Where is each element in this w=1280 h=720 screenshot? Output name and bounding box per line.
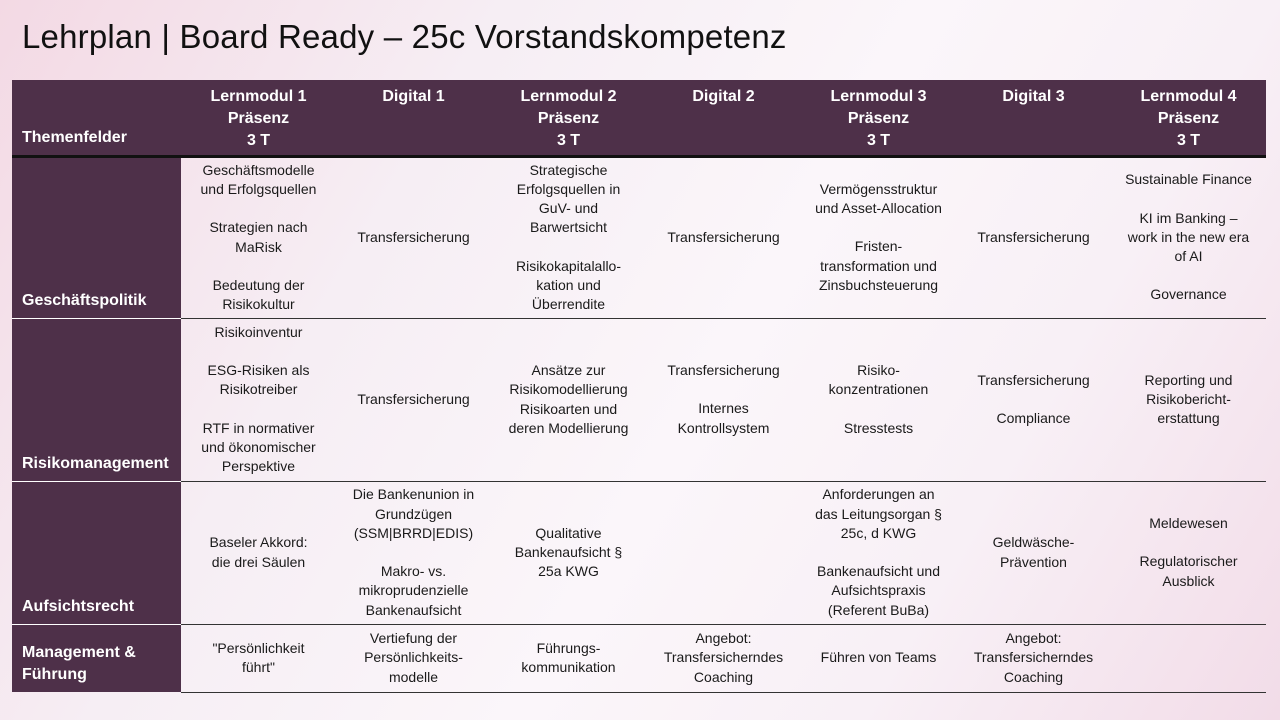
cell-line: Ausblick — [1162, 572, 1215, 589]
row-header — [12, 156, 181, 318]
column-header-line: Lernmodul 2 — [520, 88, 617, 105]
cell-line: und Asset-Allocation — [815, 200, 942, 217]
cell-line: Transfersicherung — [667, 362, 780, 379]
cell-spacer — [807, 400, 950, 419]
cell-line: Coaching — [693, 668, 754, 685]
table-cell — [491, 156, 646, 318]
cell-line: Risikomodellierung — [509, 381, 628, 398]
cell-spacer — [187, 257, 330, 276]
cell-line: Risikokapitalallo- — [515, 257, 622, 274]
column-header-line: 3 T — [556, 132, 581, 149]
cell-line: 25a KWG — [538, 563, 599, 580]
table-cell — [1111, 156, 1266, 318]
cell-spacer — [187, 199, 330, 218]
table-cell — [336, 481, 491, 624]
cell-line: Compliance — [996, 410, 1071, 427]
cell-line: Risikoinventur — [214, 323, 303, 340]
cell-line: Vermögensstruktur — [819, 180, 938, 197]
table-cell — [336, 318, 491, 481]
table-cell — [181, 481, 336, 624]
cell-line: Führen von Teams — [820, 649, 937, 666]
column-header-1 — [181, 80, 336, 156]
cell-line: Risikoarten und — [519, 400, 618, 417]
cell-spacer — [187, 342, 330, 361]
cell-line: erstattung — [1157, 410, 1220, 427]
table-cell — [956, 624, 1111, 692]
cell-line: Strategische — [529, 161, 608, 178]
table-cell — [646, 624, 801, 692]
table-cell — [956, 481, 1111, 624]
column-header-line: Themenfelder — [22, 128, 127, 146]
cell-line: ESG-Risiken als — [207, 362, 310, 379]
cell-line: kommunikation — [521, 659, 616, 675]
row-header-line: Führung — [22, 666, 87, 683]
cell-line: Grundzügen — [374, 505, 453, 522]
cell-line: Bankenaufsicht — [365, 601, 462, 618]
cell-line: Transfersicherndes — [973, 649, 1094, 666]
cell-line: Qualitative — [535, 524, 602, 541]
column-header-line: 3 T — [866, 132, 891, 149]
column-header-line: 3 T — [1176, 132, 1201, 149]
cell-line: GuV- und — [538, 200, 599, 217]
cell-line: Transfersicherung — [357, 390, 470, 407]
column-header-3 — [491, 80, 646, 156]
table-row — [12, 318, 1266, 481]
cell-line: Vertiefung der — [369, 630, 458, 647]
cell-line: Angebot: — [1005, 630, 1062, 647]
cell-line: Meldewesen — [1149, 515, 1228, 532]
cell-spacer — [187, 400, 330, 419]
cell-spacer — [962, 390, 1105, 409]
table-row — [12, 156, 1266, 318]
cell-spacer — [807, 218, 950, 237]
cell-line: konzentrationen — [828, 381, 929, 398]
column-header-line: Lernmodul 4 — [1140, 88, 1237, 105]
row-header-line: Aufsichtsrecht — [22, 597, 135, 615]
cell-line: Governance — [1150, 286, 1227, 303]
row-header-line: Management & — [22, 644, 136, 661]
cell-line: mikroprudenzielle — [358, 582, 469, 599]
table-cell — [801, 318, 956, 481]
column-header-line: Digital 3 — [1002, 88, 1065, 105]
cell-line: (SSM|BRRD|EDIS) — [353, 524, 474, 541]
cell-line: transformation und — [820, 257, 937, 274]
cell-line: Prävention — [1000, 553, 1067, 570]
cell-line: Fristen- — [854, 238, 903, 255]
table-cell — [336, 156, 491, 318]
cell-line: Zinsbuchsteuerung — [818, 276, 939, 293]
cell-line: und ökonomischer — [201, 438, 316, 455]
cell-line: RTF in normativer — [202, 419, 315, 436]
cell-line: Regulatorischer — [1139, 553, 1238, 570]
cell-line: die drei Säulen — [211, 553, 306, 570]
cell-line: Angebot: — [695, 630, 752, 647]
cell-line: Perspektive — [221, 458, 296, 475]
cell-spacer — [497, 238, 640, 257]
header-row — [12, 80, 1266, 156]
cell-line: Kontrollsystem — [677, 419, 770, 436]
row-header — [12, 318, 181, 481]
cell-spacer — [807, 543, 950, 562]
table-row — [12, 481, 1266, 624]
column-header-line: Lernmodul 3 — [830, 88, 927, 105]
table-cell — [1111, 624, 1266, 692]
column-header-5 — [801, 80, 956, 156]
table-cell — [491, 624, 646, 692]
cell-line: Internes — [698, 400, 749, 417]
cell-line: Transfersicherung — [977, 371, 1090, 388]
cell-line: Führungs- — [536, 639, 601, 656]
cell-line: Risikobericht- — [1146, 390, 1231, 407]
cell-line: Persönlichkeits- — [364, 649, 463, 666]
row-header-line: Risikomanagement — [22, 454, 169, 472]
cell-line: Baseler Akkord: — [209, 534, 308, 551]
table-cell — [956, 156, 1111, 318]
column-header-7 — [1111, 80, 1266, 156]
cell-line: kation und — [536, 276, 601, 293]
cell-line: Ansätze zur — [531, 362, 606, 379]
cell-line: Strategien nach — [209, 219, 308, 236]
cell-line: Bankenaufsicht § — [514, 543, 623, 560]
table-cell — [801, 481, 956, 624]
cell-line: KI im Banking – — [1139, 209, 1238, 226]
column-header-line: Präsenz — [847, 110, 910, 127]
table-cell — [1111, 318, 1266, 481]
cell-spacer — [652, 380, 795, 399]
column-header-line: Präsenz — [537, 110, 600, 127]
cell-line: Stresstests — [843, 419, 914, 436]
cell-line: Reporting und — [1144, 371, 1233, 388]
column-header-line: Digital 2 — [692, 88, 755, 105]
page-title: Lehrplan | Board Ready – 25c Vorstandskompetenz — [22, 18, 787, 55]
cell-line: Geldwäsche- — [992, 534, 1075, 551]
table-row — [12, 624, 1266, 692]
cell-line: deren Modellierung — [508, 419, 629, 436]
cell-line: Barwertsicht — [529, 219, 608, 236]
cell-line: work in the new era — [1127, 228, 1250, 245]
table-cell — [181, 624, 336, 692]
cell-line: Erfolgsquellen in — [516, 180, 621, 197]
cell-line: Risikotreiber — [219, 381, 298, 398]
cell-line: Bedeutung der — [212, 276, 305, 293]
cell-line: Aufsichtspraxis — [831, 582, 926, 599]
row-header — [12, 481, 181, 624]
column-header-4 — [646, 80, 801, 156]
cell-line: Geschäftsmodelle — [202, 161, 315, 178]
cell-line: Die Bankenunion in — [352, 486, 475, 503]
cell-line: Transfersicherung — [667, 228, 780, 245]
cell-line: (Referent BuBa) — [827, 601, 930, 618]
cell-line: Transfersicherung — [977, 228, 1090, 245]
column-header-line: Lernmodul 1 — [210, 88, 307, 105]
column-header-line: Präsenz — [1157, 110, 1220, 127]
table-header — [12, 80, 1266, 156]
cell-spacer — [1117, 190, 1260, 209]
cell-spacer — [1117, 266, 1260, 285]
row-header-line: Geschäftspolitik — [22, 291, 147, 309]
cell-line: Anforderungen an — [822, 486, 935, 503]
cell-line: führt" — [242, 659, 275, 675]
column-header-line: Digital 1 — [382, 88, 445, 105]
cell-line: das Leitungsorgan § — [815, 505, 942, 522]
table-cell — [646, 318, 801, 481]
cell-line: Risikokultur — [222, 296, 295, 313]
row-header — [12, 624, 181, 692]
curriculum-table — [12, 80, 1266, 693]
table-cell — [181, 318, 336, 481]
table-cell — [1111, 481, 1266, 624]
column-header-line: Präsenz — [227, 110, 290, 127]
cell-line: Transfersicherndes — [663, 649, 784, 666]
cell-spacer — [342, 543, 485, 562]
column-header-2 — [336, 80, 491, 156]
table-cell — [181, 156, 336, 318]
column-header-6 — [956, 80, 1111, 156]
column-header-themenfelder — [12, 80, 181, 156]
table-cell — [491, 481, 646, 624]
cell-line: und Erfolgsquellen — [200, 180, 317, 197]
cell-line: Bankenaufsicht und — [817, 563, 940, 580]
cell-line: Risiko- — [857, 362, 900, 379]
cell-line: modelle — [388, 668, 439, 685]
cell-line: Coaching — [1003, 668, 1064, 685]
cell-line: "Persönlichkeit — [212, 639, 305, 656]
column-header-line: 3 T — [246, 132, 271, 149]
table-cell — [801, 624, 956, 692]
table-cell — [646, 481, 801, 624]
cell-line: MaRisk — [235, 238, 282, 255]
cell-line: of AI — [1174, 248, 1203, 265]
cell-line: Sustainable Finance — [1125, 171, 1252, 188]
cell-spacer — [1117, 533, 1260, 552]
table-cell — [646, 156, 801, 318]
table-cell — [801, 156, 956, 318]
table-body — [12, 156, 1266, 692]
cell-line: Überrendite — [531, 296, 606, 313]
cell-line: Transfersicherung — [357, 228, 470, 245]
table-cell — [336, 624, 491, 692]
table-cell — [956, 318, 1111, 481]
cell-line: Makro- vs. — [380, 563, 447, 580]
table-cell — [491, 318, 646, 481]
cell-line: 25c, d KWG — [840, 524, 917, 541]
